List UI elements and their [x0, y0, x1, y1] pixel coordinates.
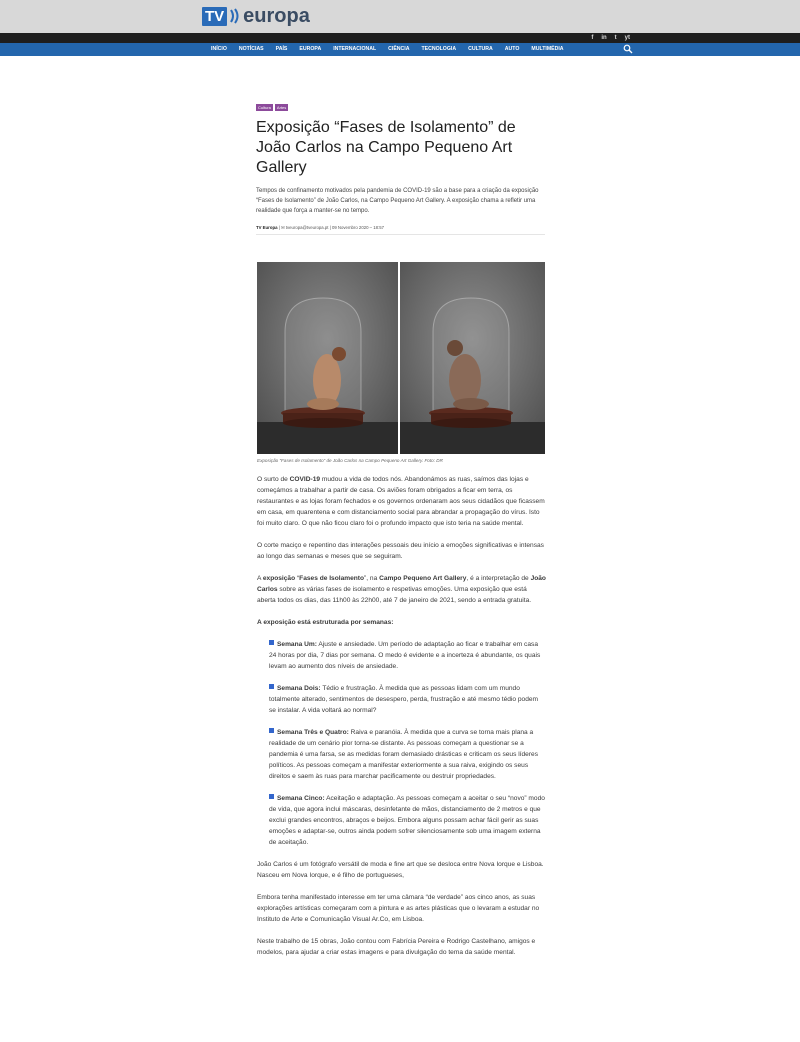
list-item: Semana Dois: Tédio e frustração. À medida que as pessoas lidam com um mundo totalmente alterado, sentimentos de desespero, perda, frustração e até mesmo tédio podem se instalar. A vida voltará ao normal?: [269, 685, 539, 714]
list-item: Semana Cinco: Aceitação e adaptação. As pessoas começam a aceitar o seu “novo” modo de vida, que agora inclui máscaras, desinfetante de mãos, distanciamento de 2 metros e que exclui grandes encontros, abraços e beijos. Embora alguns possam achar fácil gerir as suas emoções e adaptar-se, outros ainda podem sofrer silenciosamente sob uma imagem externa de aceitação.: [269, 795, 545, 846]
mail-icon: ✉: [281, 225, 285, 230]
signal-waves-icon: [229, 7, 241, 25]
header-bar: [0, 0, 800, 33]
twitter-icon[interactable]: t: [614, 35, 617, 41]
search-icon[interactable]: [623, 44, 633, 54]
tag-cultura[interactable]: Cultura: [258, 105, 271, 110]
list-item: Semana Um: Ajuste e ansiedade. Um período de adaptação ao ficar e trabalhar em casa 24 horas por dia, 7 dias por semana. O medo é evidente e a incerteza é abundante, os quais levam ao aumento dos níveis de ansiedade.: [269, 641, 541, 670]
nav-item-tecnologia[interactable]: TECNOLOGIA: [421, 46, 457, 52]
weeks-list: [257, 639, 546, 848]
nav-item-internacional[interactable]: INTERNACIONAL: [333, 46, 377, 52]
paragraph-1: O surto de COVID-19 mudou a vida de todos nós. Abandonámos as ruas, saímos das lojas e começámos a trabalhar a partir de casa. Os aviões foram obrigados a ficar em terra, os restaurantes e as lojas foram fechados e os governos ordenaram aos seus cidadãos que ficassem em casa, em quarentena e com distanciamento social para abrandar a propagação do vírus. Isto foi muito claro. O que não ficou claro foi o profundo impacto que isto teria na saúde mental.: [257, 476, 545, 527]
logo-wordmark: europa: [243, 4, 310, 27]
tag-artes[interactable]: Artes: [276, 105, 287, 110]
logo-tv-badge: TV: [202, 7, 227, 26]
paragraph-5: Embora tenha manifestado interesse em ter uma câmara “de verdade” aos cinco anos, as suas explorações artísticas começaram com a pintura e as artes plásticas que o levaram a estudar no Instituto de Arte e Comunicação Visual Ar.Co, em Lisboa.: [257, 894, 540, 923]
article-meta: TV Europa | ✉ tveuropa@tveuropa.pt | 09 Novembro 2020 – 18:57: [256, 224, 545, 235]
social-bar: [0, 33, 800, 43]
nav-item-auto[interactable]: AUTO: [504, 46, 520, 52]
paragraph-4: João Carlos é um fotógrafo versátil de moda e fine art que se desloca entre Nova Iorque e Lisboa. Nasceu em Nova Iorque, e é filho de portugueses,: [257, 861, 544, 879]
nav-item-multimedia[interactable]: MULTIMÉDIA: [531, 46, 564, 52]
nav-item-noticias[interactable]: NOTÍCIAS: [238, 46, 264, 52]
nav-item-inicio[interactable]: INÍCIO: [211, 46, 227, 52]
article-title: Exposição “Fases de Isolamento” de João Carlos na Campo Pequeno Art Gallery: [256, 119, 516, 176]
article-author[interactable]: TV Europa: [256, 225, 278, 230]
article-header: [256, 104, 545, 235]
nav-item-ciencia[interactable]: CIÊNCIA: [388, 46, 410, 52]
paragraph-2: O corte maciço e repentino das interações pessoais deu início a emoções significativas e intensas ao longo das semanas e meses que se seguiram.: [257, 542, 544, 560]
nav-item-europa[interactable]: EUROPA: [299, 46, 322, 52]
list-item: Semana Três e Quatro: Raiva e paranóia. À medida que a curva se torna mais plana a realidade de um cenário pior torna-se distante. As pessoas começam a questionar se a pandemia é uma farsa, se as medidas foram demasiado drásticas e criticam os seus líderes políticos. As pessoas começam a manifestar exteriormente a sua raiva, exigindo os seus direitos e saem às ruas para marchar pacificamente ou destruir propriedades.: [269, 729, 539, 780]
site-logo[interactable]: [202, 6, 310, 26]
linkedin-icon[interactable]: in: [601, 35, 607, 41]
weeks-heading: A exposição está estruturada por semanas:: [257, 619, 394, 626]
paragraph-3: A exposição “Fases de Isolamento”, na Campo Pequeno Art Gallery, é a interpretação de João Carlos sobre as várias fases de isolamento e respetivas emoções. Uma exposição que está aberta todos os dias, das 11h00 às 22h00, até 7 de janeiro de 2021, sendo a entrada gratuita.: [257, 575, 546, 604]
nav-item-pais[interactable]: PAÍS: [275, 46, 288, 52]
bullet-icon: [269, 794, 274, 799]
facebook-icon[interactable]: f: [591, 35, 594, 41]
photo-caption: Exposição “Fases de Isolamento” de João Carlos na Campo Pequeno Art Gallery. Foto: DR: [257, 458, 443, 463]
article-photo: [257, 262, 545, 454]
bullet-icon: [269, 728, 274, 733]
bullet-icon: [269, 684, 274, 689]
bullet-icon: [269, 640, 274, 645]
article-email[interactable]: tveuropa@tveuropa.pt: [285, 225, 329, 230]
article-body: [257, 474, 546, 969]
article-lead: Tempos de confinamento motivados pela pandemia de COVID-19 são a base para a criação da exposição “Fases de Isolamento” de João Carlos, na Campo Pequeno Art Gallery. A exposição chama a refletir uma realidade que força a manter-se no tempo.: [256, 188, 539, 214]
main-nav: [0, 43, 800, 56]
nav-item-cultura[interactable]: CULTURA: [468, 46, 493, 52]
paragraph-6: Neste trabalho de 15 obras, João contou com Fabrícia Pereira e Rodrigo Castelhano, amigos e modelos, para ajudar a criar estas imagens e para divulgação do tema da saúde mental.: [257, 938, 536, 956]
bell-jar-photo: [257, 262, 545, 454]
youtube-icon[interactable]: yt: [624, 35, 630, 41]
article-date: 09 Novembro 2020 – 18:57: [331, 225, 385, 230]
